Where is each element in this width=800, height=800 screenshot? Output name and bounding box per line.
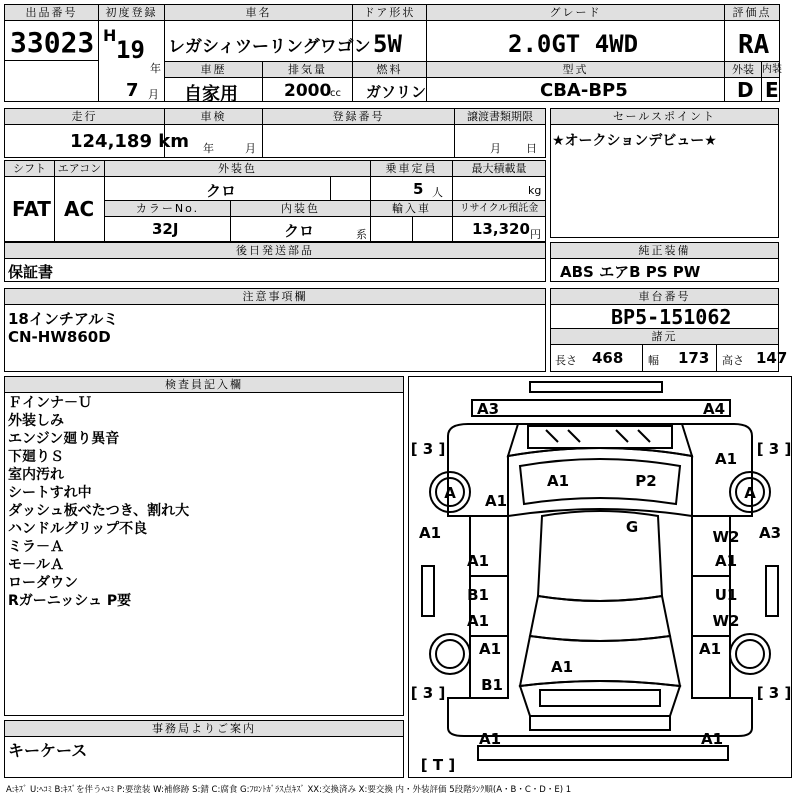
lot-number: 33023 [10, 26, 95, 59]
damage-bracket-l: [ 3 ] [410, 440, 446, 458]
shift: FAT [12, 197, 51, 221]
insp-month-unit: 月 [245, 142, 256, 155]
later-parts: 保証書 [8, 263, 54, 281]
spec-label: 諸元 [551, 329, 778, 345]
transfer-day: 日 [526, 142, 537, 155]
model: CBA-BP5 [540, 80, 628, 101]
equipment: ABS エアB PS PW [560, 263, 701, 281]
damage-a3-side-r: A3 [758, 524, 782, 542]
month-unit: 月 [148, 88, 159, 101]
fuel-label: 燃料 [353, 62, 426, 78]
recycle-fee: 13,320 [472, 220, 530, 238]
sales-box [550, 108, 779, 238]
score: RA [738, 30, 770, 60]
damage-bracket-r: [ 3 ] [756, 440, 792, 458]
car-diagram [408, 376, 792, 778]
shift-label: シフト [5, 161, 54, 177]
inspector-item: ハンドルグリップ不良 [8, 521, 148, 537]
damage-w2-r1: W2 [712, 528, 740, 546]
load-label: 最大積載量 [453, 161, 545, 177]
damage-g-roof: G [625, 518, 639, 536]
recycle-unit: 円 [530, 228, 541, 241]
damage-a1-trunk: A1 [550, 658, 574, 676]
interior-grade: E [765, 78, 779, 102]
office-label: 事務局よりご案内 [5, 721, 403, 737]
ext-color-label: 外装色 [105, 161, 370, 177]
year-unit: 年 [150, 62, 161, 75]
recycle-label: リサイクル預託金 [453, 201, 545, 217]
door-label: ドア形状 [353, 5, 426, 21]
inspector-item: モ－ルＡ [8, 557, 64, 573]
car-name-label: 車名 [165, 5, 352, 21]
exterior-label: 外装 [725, 62, 761, 78]
fuel: ガソリン [366, 83, 427, 101]
width: 173 [678, 349, 710, 367]
inspector-item: Ｆインナ－Ｕ [8, 395, 92, 411]
inspector-item: ダッシュ板べたつき、割れ大 [8, 503, 190, 519]
ac-label: エアコン [55, 161, 104, 177]
inspector-item: シートすれ中 [8, 485, 92, 501]
tire-fr-grade: A [744, 484, 756, 502]
inspector-item: Rガーニッシュ P要 [8, 593, 132, 609]
damage-a1-br: A1 [700, 730, 724, 748]
score-label: 評価点 [725, 5, 779, 21]
damage-a1-rl: A1 [478, 640, 502, 658]
inspector-item: ローダウン [8, 575, 78, 591]
damage-a1-door-r1: A1 [714, 552, 738, 570]
mileage: 124,189 km [70, 131, 189, 152]
inspector-item: 外装しみ [8, 413, 64, 429]
damage-bracket-r2: [ 3 ] [756, 684, 792, 702]
color-no: 32J [152, 220, 179, 238]
interior-label: 内装 [762, 62, 779, 78]
grade-label: グレード [427, 5, 724, 21]
reg-month: 7 [126, 80, 139, 101]
damage-u1-r: U1 [714, 586, 738, 604]
inspection-label: 車検 [165, 109, 262, 125]
int-color-unit: 系 [356, 228, 367, 241]
inspector-label: 検査員記入欄 [5, 377, 403, 393]
int-color-label: 内装色 [231, 201, 370, 217]
damage-a1-top-r: A1 [714, 450, 738, 468]
height: 147 [756, 349, 788, 367]
office-note: キーケース [8, 741, 88, 760]
capacity-label: 乗車定員 [371, 161, 452, 177]
reg-no-label: 登録番号 [263, 109, 454, 125]
notes-line-2: CN-HW860D [8, 328, 111, 346]
damage-a3-tl: A3 [476, 400, 500, 418]
era: H [103, 26, 117, 45]
transfer-month: 月 [490, 142, 501, 155]
inspector-item: 下廻りＳ [8, 449, 64, 465]
reg-year: 19 [116, 36, 145, 64]
history-label: 車歴 [165, 62, 262, 78]
sales-text: ★オークションデビュー★ [552, 133, 717, 149]
capacity-unit: 人 [432, 186, 443, 199]
height-label: 高さ [722, 354, 744, 367]
later-parts-label: 後日発送部品 [5, 243, 545, 259]
inspector-item: 室内汚れ [8, 467, 64, 483]
notes-line-1: 18インチアルミ [8, 310, 119, 328]
damage-b1-rear: B1 [481, 676, 503, 694]
length-label: 長さ [555, 354, 577, 367]
damage-b1-l: B1 [467, 586, 489, 604]
history: 自家用 [184, 84, 238, 105]
damage-p2-roof: P2 [635, 472, 657, 490]
car-name: レガシィツーリングワゴン [168, 37, 371, 57]
damage-a1-side-l: A1 [418, 524, 442, 542]
transfer-label: 譲渡書類期限 [455, 109, 545, 125]
inspector-item: ミラ－Ａ [8, 539, 64, 555]
load-unit: kg [528, 184, 542, 197]
door-type: 5W [373, 30, 402, 58]
model-label: 型式 [427, 62, 724, 78]
insp-year-unit: 年 [203, 142, 214, 155]
damage-w2-r2: W2 [712, 612, 740, 630]
chassis-number: BP5-151062 [611, 305, 732, 329]
displacement-label: 排気量 [263, 62, 352, 78]
displacement-unit: cc [330, 88, 341, 99]
first-reg-label: 初度登録 [99, 5, 164, 21]
import-label: 輸入車 [371, 201, 452, 217]
damage-a1-door-l1: A1 [466, 552, 490, 570]
lot-label: 出品番号 [5, 5, 98, 21]
notes-label: 注意事項欄 [5, 289, 545, 305]
damage-a1-fl: A1 [484, 492, 508, 510]
tire-fl-grade: A [444, 484, 456, 502]
damage-a1-door-l2: A1 [466, 612, 490, 630]
equipment-label: 純正装備 [551, 243, 778, 259]
mileage-label: 走行 [5, 109, 164, 125]
ext-color: クロ [206, 182, 237, 200]
damage-a1-rr: A1 [698, 640, 722, 658]
inspector-box [4, 376, 404, 716]
chassis-label: 車台番号 [551, 289, 778, 305]
length: 468 [592, 349, 624, 367]
color-no-label: カラーNo. [105, 201, 230, 217]
damage-t-bottom: [ T ] [420, 756, 456, 774]
exterior-grade: D [737, 78, 754, 102]
width-label: 幅 [648, 354, 659, 367]
damage-bracket-l2: [ 3 ] [410, 684, 446, 702]
sales-label: セールスポイント [551, 109, 778, 125]
ac: AC [64, 197, 95, 221]
int-color: クロ [284, 222, 315, 240]
displacement: 2000 [284, 81, 332, 101]
grade: 2.0GT 4WD [508, 30, 639, 58]
damage-a1-bl: A1 [478, 730, 502, 748]
inspector-item: エンジン廻り異音 [8, 431, 120, 447]
damage-a1-roof: A1 [546, 472, 570, 490]
legend: A:ｷｽﾞ U:ﾍｺﾐ B:ｷｽﾞを伴うﾍｺﾐ P:要塗装 W:補修跡 S:錆 C:腐食 G:ﾌﾛﾝﾄｶﾞﾗｽ点ｷｽﾞ XX:交換済み X:要交換 内・外装評価 5段階ﾗﾝｸ順(A・B・C・D・E) 1 [6, 785, 572, 795]
capacity: 5 [413, 180, 424, 198]
damage-a4-tr: A4 [702, 400, 726, 418]
